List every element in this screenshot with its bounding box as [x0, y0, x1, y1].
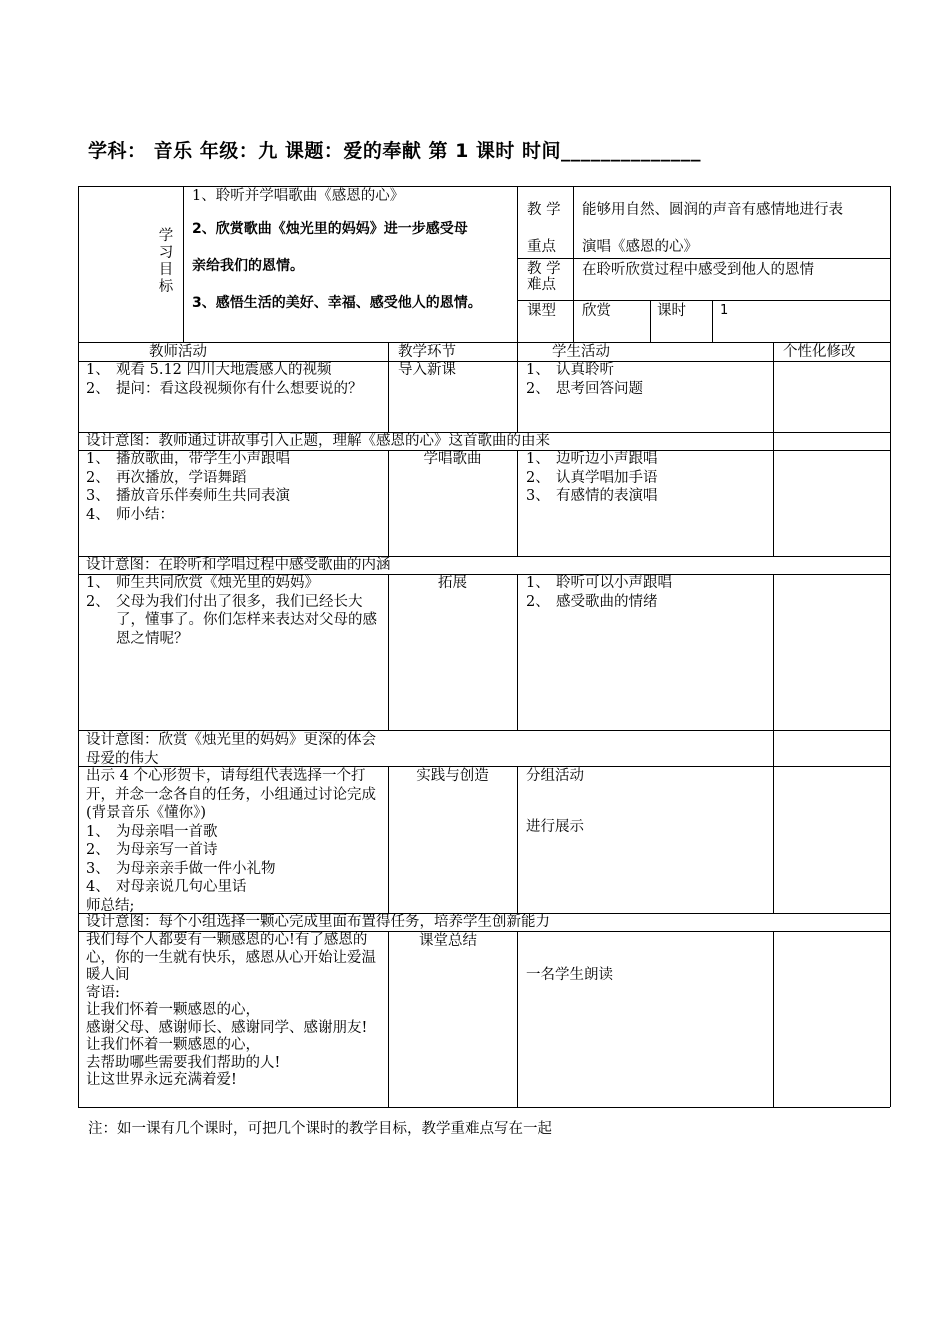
teacher-line: 让这世界永远充满着爱!: [86, 1072, 237, 1088]
list-item: 1、 边听边小声跟唱: [526, 451, 658, 467]
list-item: 1、 播放歌曲，带学生小声跟唱: [86, 451, 290, 467]
col-student: 学生活动: [552, 344, 610, 360]
list-item: 3、 有感情的表演唱: [526, 488, 658, 504]
lesson-hours-value: 1: [720, 303, 729, 318]
difficulty-label-2: 难点: [527, 277, 556, 293]
objective-2-cont: 亲给我们的恩情。: [192, 258, 304, 274]
lesson-type-label: 课型: [527, 303, 556, 319]
objective-3: 3、感悟生活的美好、幸福、感受他人的恩情。: [192, 295, 482, 311]
key-points-text-2: 演唱《感恩的心》: [582, 239, 698, 255]
col-stage: 教学环节: [398, 344, 456, 360]
section-1-student: [526, 361, 766, 398]
list-item: 1、 观看 5.12 四川大地震感人的视频: [86, 362, 332, 378]
list-item: 1、 为母亲唱一首歌: [86, 823, 218, 840]
list-item: 2、 父母为我们付出了很多，我们已经长大了，懂事了。你们怎样来表达对父母的感恩之情呢？: [86, 593, 377, 647]
section-4-teacher: [86, 767, 384, 915]
list-item: 2、 感受歌曲的情绪: [526, 593, 658, 610]
section-3-student: [526, 574, 766, 611]
footnote: 注：如一课有几个课时，可把几个课时的教学目标，教学重难点写在一起: [88, 1121, 552, 1137]
section-1-teacher: [86, 361, 384, 398]
section-4-student-1: 分组活动: [526, 768, 584, 784]
section-3-stage: 拓展: [438, 575, 467, 591]
list-item: 2、 再次播放，学语舞蹈: [86, 469, 247, 486]
difficulty-text: 在聆听欣赏过程中感受到他人的恩情: [582, 262, 814, 278]
section-4-design: 设计意图：每个小组选择一颗心完成里面布置得任务，培养学生创新能力: [86, 914, 550, 930]
section-4-stage: 实践与创造: [416, 768, 489, 784]
difficulty-label: 教 学: [527, 261, 561, 277]
list-item: 4、 对母亲说几句心里话: [86, 879, 247, 895]
teacher-intro: 出示 4 个心形贺卡，请每组代表选择一个打开，并念一念各自的任务，小组通过讨论完成(背景音乐《懂你》): [86, 768, 376, 821]
list-item: 1、 聆听可以小声跟唱: [526, 575, 672, 591]
section-1-design: 设计意图：教师通过讲故事引入正题，理解《感恩的心》这首歌曲的由来: [86, 433, 550, 449]
list-item: 2、 为母亲写一首诗: [86, 842, 218, 858]
section-1-stage: 导入新课: [398, 362, 456, 378]
objectives-label: 学习目标: [158, 228, 174, 295]
list-item: 2、 认真学唱加手语: [526, 469, 658, 486]
section-4-student-2: 进行展示: [526, 819, 584, 835]
section-3-teacher: [86, 574, 384, 648]
col-teacher: 教师活动: [149, 344, 207, 360]
list-item: 3、 播放音乐伴奏师生共同表演: [86, 488, 290, 504]
key-points-label-2: 重点: [527, 239, 556, 255]
key-points-text: 能够用自然、圆润的声音有感情地进行表: [582, 202, 843, 218]
section-5-student: 一名学生朗读: [526, 967, 613, 983]
objective-1: 1、聆听并学唱歌曲《感恩的心》: [192, 188, 405, 204]
teacher-line: 寄语:: [86, 984, 120, 1001]
section-5-teacher: [86, 932, 384, 1090]
section-3-design: 设计意图：欣赏《烛光里的妈妈》更深的体会母爱的伟大: [86, 732, 376, 767]
col-personal: 个性化修改: [783, 344, 856, 360]
key-points-label: 教 学: [527, 202, 561, 218]
list-item: 2、 思考回答问题: [526, 380, 643, 397]
section-2-teacher: [86, 450, 384, 524]
section-2-student: [526, 450, 766, 506]
list-item: 1、 认真聆听: [526, 362, 614, 378]
teacher-line: 去帮助哪些需要我们帮助的人!: [86, 1054, 281, 1071]
page-title: 学科： 音乐 年级：九 课题：爱的奉献 第 1 课时 时间______________: [88, 140, 702, 162]
list-item: 2、 提问：看这段视频你有什么想要说的？: [86, 380, 363, 397]
section-2-stage: 学唱歌曲: [423, 451, 482, 467]
lesson-hours-label: 课时: [657, 303, 686, 319]
section-2-design: 设计意图：在聆听和学唱过程中感受歌曲的内涵: [86, 557, 391, 573]
teacher-line: 让我们怀着一颗感恩的心，: [86, 1002, 260, 1018]
list-item: 1、 师生共同欣赏《烛光里的妈妈》: [86, 575, 319, 591]
list-item: 4、 师小结：: [86, 506, 174, 523]
lesson-type-value: 欣赏: [582, 303, 611, 319]
teacher-outro: 师总结;: [86, 897, 135, 914]
teacher-line: 感谢父母、感谢师长、感谢同学、感谢朋友!: [86, 1019, 368, 1036]
teacher-line: 让我们怀着一颗感恩的心，: [86, 1037, 260, 1053]
teacher-text: 我们每个人都要有一颗感恩的心!有了感恩的心，你的一生就有快乐，感恩从心开始让爱温暖人间: [86, 932, 376, 983]
objective-2: 2、欣赏歌曲《烛光里的妈妈》进一步感受母: [192, 221, 468, 237]
section-5-stage: 课堂总结: [419, 933, 477, 949]
list-item: 3、 为母亲亲手做一件小礼物: [86, 860, 276, 877]
